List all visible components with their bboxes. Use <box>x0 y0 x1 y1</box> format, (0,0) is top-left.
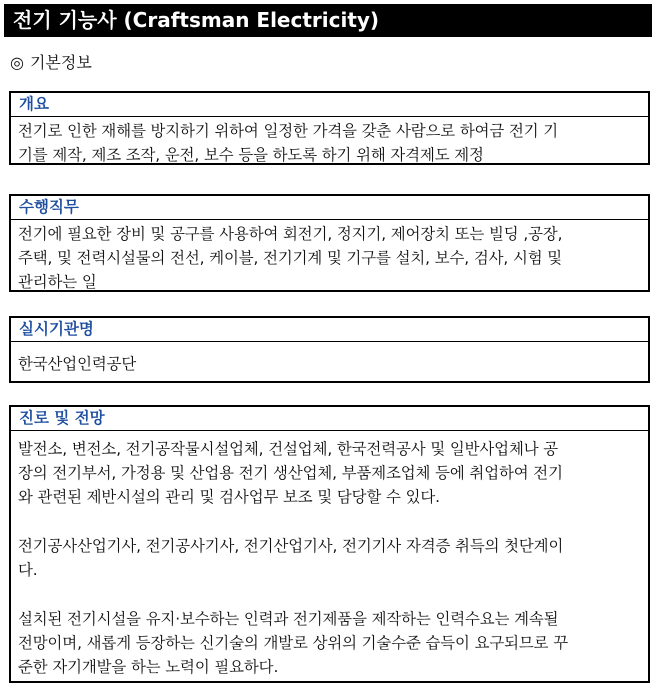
text-line: 다. <box>18 561 38 579</box>
text-line: 설치된 전기시설을 유지·보수하는 인력과 전기제품을 제작하는 인력수요는 계속될 <box>18 610 559 628</box>
text-line: 전기에 필요한 장비 및 공구를 사용하여 회전기, 정지기, 제어장치 또는 빌딩 ,공장, <box>18 225 563 243</box>
section-heading-duties: 수행직무 <box>11 196 648 220</box>
section-duties <box>9 194 650 292</box>
text-line: 와 관련된 제반시설의 관리 및 검사업무 보조 및 담당할 수 있다. <box>18 488 440 506</box>
section-career <box>9 405 650 683</box>
basic-info-heading <box>10 52 92 74</box>
section-body-agency <box>11 342 648 376</box>
section-body-overview <box>11 117 648 167</box>
basic-info-label: 기본정보 <box>29 53 92 72</box>
section-agency <box>9 316 650 383</box>
section-heading-career: 진로 및 전망 <box>11 407 648 431</box>
text-line: 발전소, 변전소, 전기공작물시설업체, 건설업체, 한국전력공사 및 일반사업체나 공 <box>18 440 559 458</box>
section-overview <box>9 91 650 165</box>
text-line: 관리하는 일 <box>18 273 97 291</box>
text-line: 주택, 및 전력시설물의 전선, 케이블, 전기기계 및 기구를 설치, 보수, 검사, 시험 및 <box>18 249 563 267</box>
section-heading-overview: 개요 <box>11 93 648 117</box>
section-heading-agency: 실시기관명 <box>11 318 648 342</box>
text-line: 기를 제작, 제조 조작, 운전, 보수 등을 하도록 하기 위해 자격제도 제정 <box>18 146 484 164</box>
circle-mark-icon: ◎ <box>10 53 24 72</box>
text-line: 준한 자기개발을 하는 노력이 필요하다. <box>18 658 279 676</box>
text-line: 전기로 인한 재해를 방지하기 위하여 일정한 가격을 갖춘 사람으로 하여금 전기 기 <box>18 122 559 140</box>
page-title: 전기 기능사 (Craftsman Electricity) <box>4 4 652 37</box>
section-body-duties <box>11 220 648 294</box>
text-line: 장의 전기부서, 가정용 및 산업용 전기 생산업체, 부품제조업체 등에 취업하여 전기 <box>18 464 563 482</box>
text-line: 전기공사산업기사, 전기공사기사, 전기산업기사, 전기기사 자격증 취득의 첫단계이 <box>18 537 564 555</box>
text-line: 전망이며, 새롭게 등장하는 신기술의 개발로 상위의 기술수준 습득이 요구되므로 꾸 <box>18 634 569 652</box>
section-body-career <box>11 431 648 679</box>
text-line: 한국산업인력공단 <box>18 355 137 373</box>
